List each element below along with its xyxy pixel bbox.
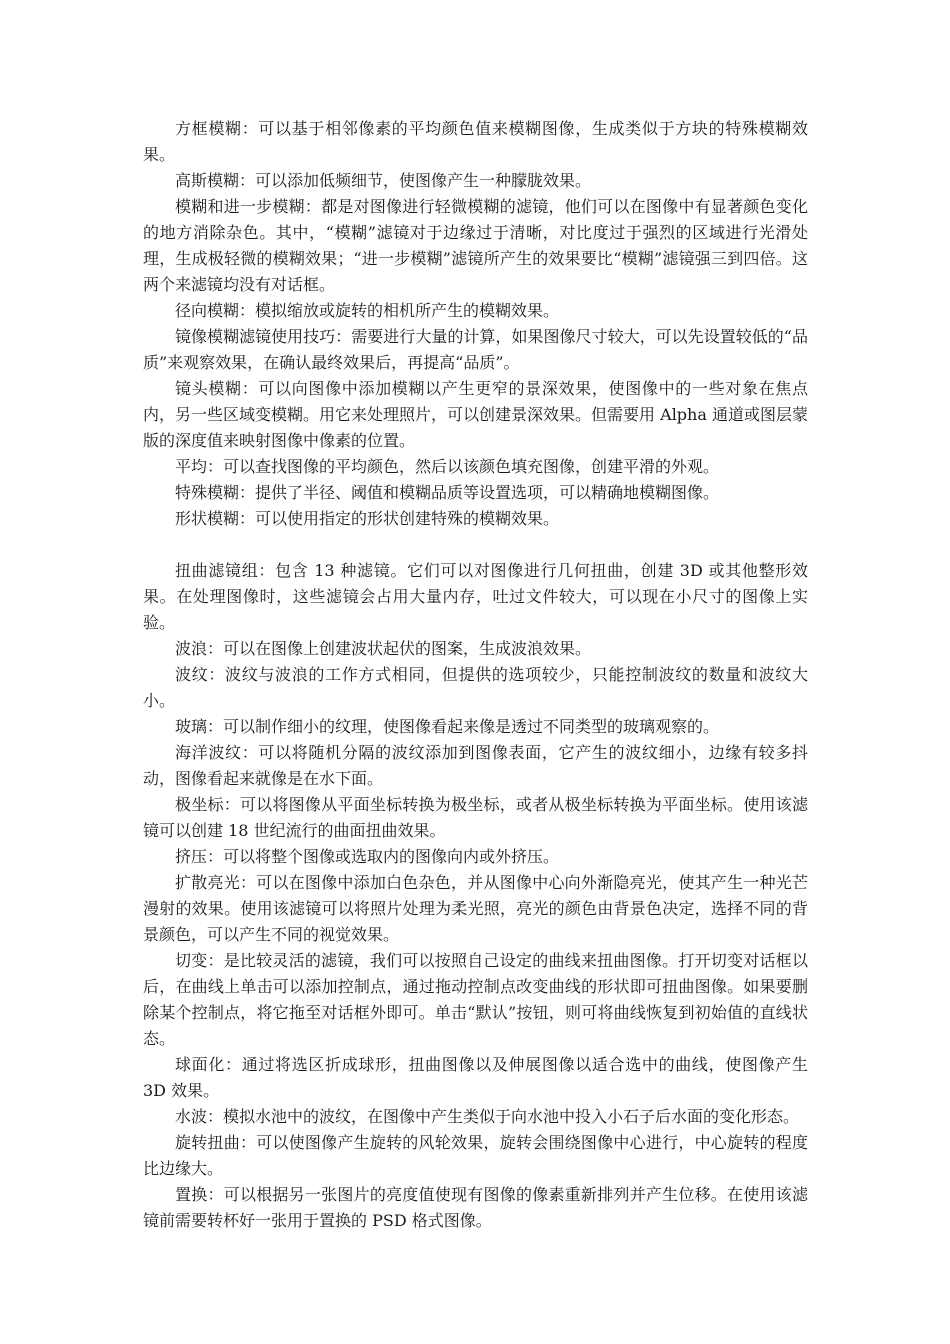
paragraph-zigzag: 水波：模拟水池中的波纹，在图像中产生类似于向水池中投入小石子后水面的变化形态。 (175, 1107, 800, 1126)
paragraph-gaussian-blur: 高斯模糊：可以添加低频细节，使图像产生一种朦胧效果。 (175, 171, 592, 190)
paragraph-lens-blur: 镜头模糊：可以向图像中添加模糊以产生更窄的景深效果，使图像中的一些对象在焦点内，另一些区域变模糊。用它来处理照片，可以创建景深效果。但需要用 Alpha 通道或图层蒙版的深度值来映射图像中像素的位置。 (143, 379, 808, 450)
paragraph-diffuse-glow: 扩散亮光：可以在图像中添加白色杂色，并从图像中心向外渐隐亮光，使其产生一种光芒漫射的效果。使用该滤镜可以将照片处理为柔光照，亮光的颜色由背景色决定，选择不同的背景颜色，可以产生不同的视觉效果。 (143, 873, 808, 944)
paragraph-ocean-ripple: 海洋波纹：可以将随机分隔的波纹添加到图像表面，它产生的波纹细小，边缘有较多抖动，图像看起来就像是在水下面。 (143, 743, 808, 788)
paragraph-blur-tips: 镜像模糊滤镜使用技巧：需要进行大量的计算，如果图像尺寸较大，可以先设置较低的“品质”来观察效果，在确认最终效果后，再提高“品质”。 (143, 327, 808, 372)
paragraph-polar-coordinates: 极坐标：可以将图像从平面坐标转换为极坐标，或者从极坐标转换为平面坐标。使用该滤镜可以创建 18 世纪流行的曲面扭曲效果。 (143, 795, 808, 840)
paragraph-ripple: 波纹：波纹与波浪的工作方式相同，但提供的选项较少，只能控制波纹的数量和波纹大小。 (143, 665, 808, 710)
paragraph-distort-group: 扭曲滤镜组：包含 13 种滤镜。它们可以对图像进行几何扭曲，创建 3D 或其他整形效果。在处理图像时，这些滤镜会占用大量内存，吐过文件较大，可以现在小尺寸的图像上实验。 (143, 561, 808, 632)
paragraph-shear: 切变：是比较灵活的滤镜，我们可以按照自己设定的曲线来扭曲图像。打开切变对话框以后，在曲线上单击可以添加控制点，通过拖动控制点改变曲线的形状即可扭曲图像。如果要删除某个控制点，将它拖至对话框外即可。单击“默认”按钮，则可将曲线恢复到初始值的直线状态。 (143, 951, 808, 1048)
paragraph-box-blur: 方框模糊：可以基于相邻像素的平均颜色值来模糊图像，生成类似于方块的特殊模糊效果。 (143, 119, 808, 164)
paragraph-average: 平均：可以查找图像的平均颜色，然后以该颜色填充图像，创建平滑的外观。 (175, 457, 720, 476)
paragraph-shape-blur: 形状模糊：可以使用指定的形状创建特殊的模糊效果。 (175, 509, 560, 528)
paragraph-pinch: 挤压：可以将整个图像或选取内的图像向内或外挤压。 (175, 847, 560, 866)
document-body (143, 116, 808, 1234)
paragraph-twirl: 旋转扭曲：可以使图像产生旋转的风轮效果，旋转会围绕图像中心进行，中心旋转的程度比边缘大。 (143, 1133, 808, 1178)
paragraph-displace: 置换：可以根据另一张图片的亮度值使现有图像的像素重新排列并产生位移。在使用该滤镜前需要转杯好一张用于置换的 PSD 格式图像。 (143, 1185, 808, 1230)
paragraph-smart-blur: 特殊模糊：提供了半径、阈值和模糊品质等设置选项，可以精确地模糊图像。 (175, 483, 720, 502)
paragraph-radial-blur: 径向模糊：模拟缩放或旋转的相机所产生的模糊效果。 (175, 301, 560, 320)
paragraph-blur-more: 模糊和进一步模糊：都是对图像进行轻微模糊的滤镜，他们可以在图像中有显著颜色变化的地方消除杂色。其中，“模糊”滤镜对于边缘过于清晰，对比度过于强烈的区域进行光滑处理，生成极轻微的模糊效果；“进一步模糊”滤镜所产生的效果要比“模糊”滤镜强三到四倍。这两个来滤镜均没有对话框。 (143, 197, 808, 294)
paragraph-glass: 玻璃：可以制作细小的纹理，使图像看起来像是透过不同类型的玻璃观察的。 (175, 717, 720, 736)
paragraph-wave: 波浪：可以在图像上创建波状起伏的图案，生成波浪效果。 (175, 639, 592, 658)
paragraph-spherize: 球面化：通过将选区折成球形，扭曲图像以及伸展图像以适合选中的曲线，使图像产生 3D 效果。 (143, 1055, 808, 1100)
